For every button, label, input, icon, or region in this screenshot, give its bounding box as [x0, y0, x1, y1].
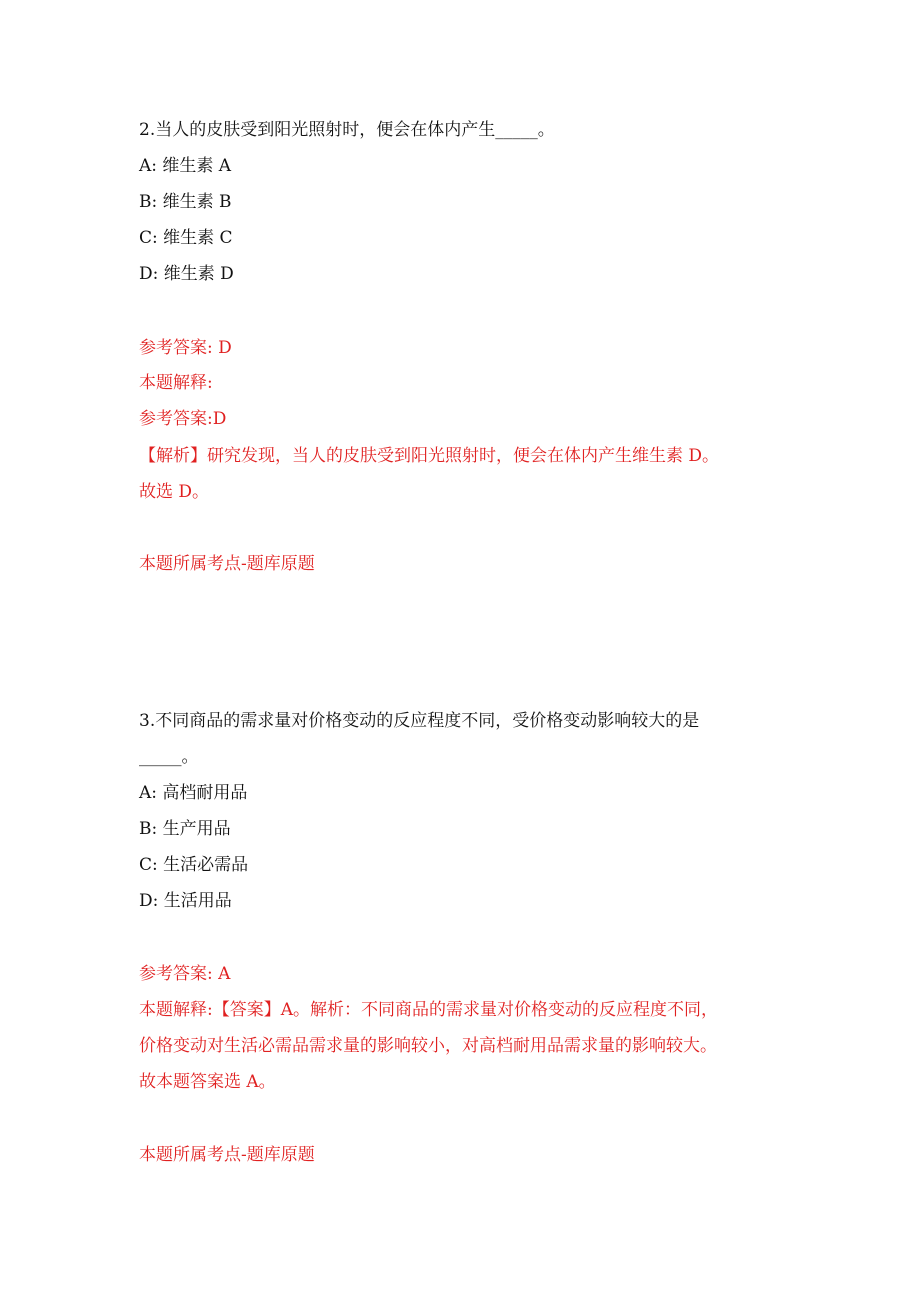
question-2-source: 本题所属考点-题库原题 — [139, 554, 315, 574]
question-2-option-d: D: 维生素 D — [139, 264, 234, 284]
question-2-explanation-conclusion: 故选 D。 — [139, 482, 210, 502]
question-3-option-c: C: 生活必需品 — [139, 855, 249, 875]
question-2-answer: 参考答案: D — [139, 338, 232, 358]
question-3-stem-line-1: 3.不同商品的需求量对价格变动的反应程度不同，受价格变动影响较大的是 — [139, 711, 700, 731]
question-2-option-c: C: 维生素 C — [139, 228, 233, 248]
question-3-answer: 参考答案: A — [139, 964, 231, 984]
question-3-explanation-line-2: 价格变动对生活必需品需求量的影响较小，对高档耐用品需求量的影响较大。 — [139, 1036, 717, 1056]
question-2-explanation-label: 本题解释: — [139, 373, 213, 393]
question-2-stem: 2.当人的皮肤受到阳光照射时，便会在体内产生_____。 — [139, 120, 555, 140]
question-2-explanation-answer: 参考答案:D — [139, 409, 227, 429]
question-3-option-b: B: 生产用品 — [139, 819, 231, 839]
question-3-explanation-line-3: 故本题答案选 A。 — [139, 1072, 276, 1092]
question-3-explanation-line-1: 本题解释:【答案】A。解析：不同商品的需求量对价格变动的反应程度不同， — [139, 1000, 719, 1020]
question-2-option-a: A: 维生素 A — [139, 156, 232, 176]
question-2-option-b: B: 维生素 B — [139, 192, 232, 212]
question-2-explanation-analysis: 【解析】研究发现，当人的皮肤受到阳光照射时，便会在体内产生维生素 D。 — [139, 446, 720, 466]
question-3-option-d: D: 生活用品 — [139, 891, 232, 911]
question-3-stem-line-2: _____。 — [139, 747, 199, 767]
question-3-source: 本题所属考点-题库原题 — [139, 1145, 315, 1165]
question-3-option-a: A: 高档耐用品 — [139, 783, 248, 803]
